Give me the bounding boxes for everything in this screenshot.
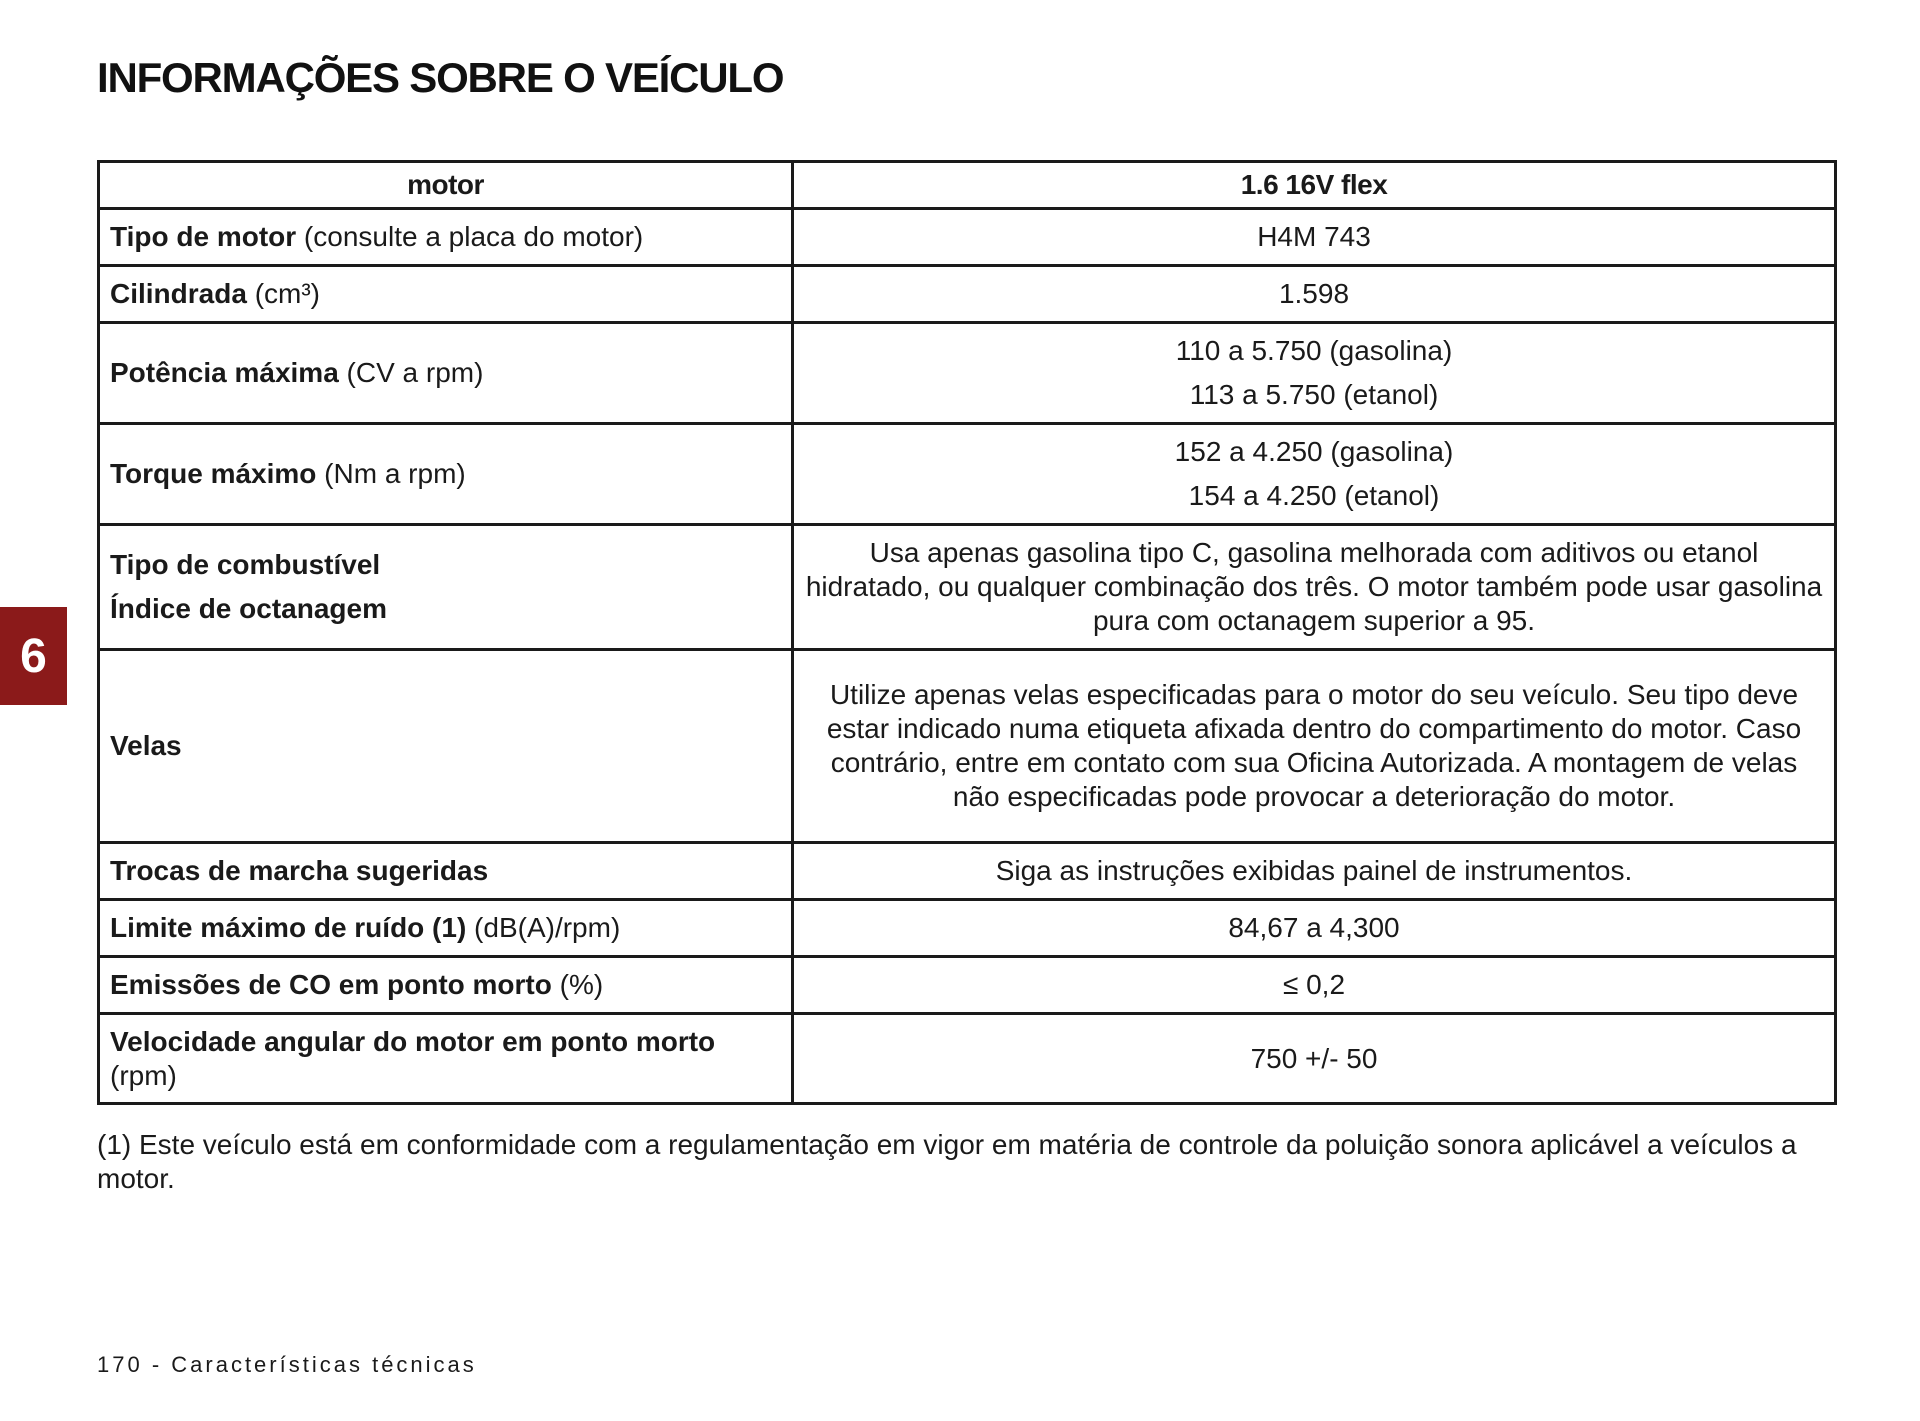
table-row: [99, 843, 1836, 900]
chapter-number: 6: [20, 629, 47, 683]
row-value: 1.598: [793, 266, 1836, 323]
row-label: [99, 525, 793, 650]
row-value: ≤ 0,2: [793, 957, 1836, 1014]
table-row: [99, 1014, 1836, 1104]
engine-spec-table: [97, 160, 1837, 1105]
value-line: 152 a 4.250 (gasolina): [1174, 436, 1454, 467]
label-bold: Velocidade angular do motor em ponto morto: [110, 1025, 716, 1057]
header-engine-version: 1.6 16V flex: [793, 162, 1836, 209]
label-extra: (dB(A)/rpm): [466, 912, 621, 943]
header-motor: motor: [99, 162, 793, 209]
chapter-tab: [0, 607, 67, 705]
row-value: Usa apenas gasolina tipo C, gasolina melhorada com aditivos ou etanol hidratado, ou qualquer combinação dos três. O motor também pode usar gasolina pura com octanagem superior a 95.: [793, 525, 1836, 650]
table-row: [99, 424, 1836, 525]
row-value: Utilize apenas velas especificadas para o motor do seu veículo. Seu tipo deve estar indicado numa etiqueta afixada dentro do compartimento do motor. Caso contrário, entre em contato com sua Oficina Autorizada. A montagem de velas não especificadas pode provocar a deterioração do motor.: [793, 650, 1836, 843]
row-label: [99, 843, 793, 900]
label-extra: (CV a rpm): [338, 357, 484, 388]
label-extra: (consulte a placa do motor): [296, 221, 644, 252]
label-bold: Torque máximo: [110, 458, 317, 489]
table-header-row: [99, 162, 1836, 209]
table-row: [99, 650, 1836, 843]
row-value: H4M 743: [793, 209, 1836, 266]
row-value: 84,67 a 4,300: [793, 900, 1836, 957]
row-label: [99, 209, 793, 266]
label-bold: Limite máximo de ruído (1): [110, 912, 467, 943]
label-bold: Tipo de motor: [110, 221, 297, 252]
label-bold: Emissões de CO em ponto morto: [110, 969, 552, 1000]
row-label: [99, 424, 793, 525]
row-value: [793, 323, 1836, 424]
table-row: [99, 209, 1836, 266]
page-footer: 170 - Características técnicas: [97, 1352, 477, 1377]
row-label: [99, 266, 793, 323]
value-line: 113 a 5.750 (etanol): [1189, 379, 1439, 410]
label-bold: Tipo de combustível: [110, 549, 381, 580]
row-label: [99, 1014, 793, 1104]
row-value: [793, 424, 1836, 525]
table-row: [99, 323, 1836, 424]
table-row: [99, 525, 1836, 650]
row-label: [99, 650, 793, 843]
label-extra: (%): [551, 969, 604, 1000]
label-bold: Potência máxima: [110, 357, 339, 388]
label-bold: Velas: [110, 730, 182, 761]
label-extra: (Nm a rpm): [316, 458, 466, 489]
label-bold: Trocas de marcha sugeridas: [110, 855, 489, 886]
label-bold: Índice de octanagem: [110, 593, 387, 624]
row-value: 750 +/- 50: [793, 1014, 1836, 1104]
row-value: Siga as instruções exibidas painel de instrumentos.: [793, 843, 1836, 900]
row-label: [99, 323, 793, 424]
table-row: [99, 957, 1836, 1014]
label-bold: Cilindrada: [110, 278, 247, 309]
table-row: [99, 266, 1836, 323]
value-line: 110 a 5.750 (gasolina): [1175, 335, 1453, 366]
page-title: INFORMAÇÕES SOBRE O VEÍCULO: [97, 54, 784, 101]
row-label: [99, 957, 793, 1014]
footnote: (1) Este veículo está em conformidade com a regulamentação em vigor em matéria de controle da poluição sonora aplicável a veículos a motor.: [97, 1129, 1797, 1194]
table-row: [99, 900, 1836, 957]
label-extra: (cm³): [246, 278, 320, 309]
label-extra: (rpm): [110, 1059, 177, 1091]
row-label: [99, 900, 793, 957]
value-line: 154 a 4.250 (etanol): [1188, 480, 1440, 511]
